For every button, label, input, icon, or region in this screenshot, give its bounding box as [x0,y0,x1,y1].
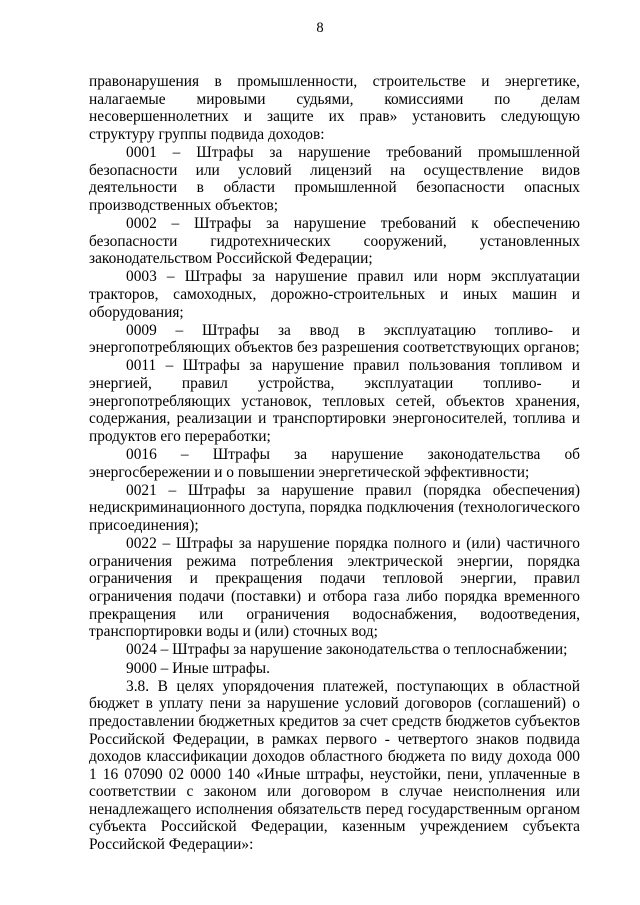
page-number: 8 [316,20,324,36]
paragraph-code-9000: 9000 – Иные штрафы. [126,659,270,677]
paragraph-code-0003: 0003 – Штрафы за нарушение правил или норм эксплуатации тракторов, самоходных, дорожно-строительных и иных машин и оборудования; [89,268,580,321]
paragraph-intro: правонарушения в промышленности, строительстве и энергетике, налагаемые мировыми судьями, комиссиями по делам несовершеннолетних и защите их прав» установить следующую структуру группы подвида доходов: [89,73,580,143]
paragraph-code-0011: 0011 – Штрафы за нарушение правил пользования топливом и энергией, правил устройства, эксплуатации топливо- и энергопотребляющих установок, тепловых сетей, объектов хранения, содержания, реализации и транспортировки энергоносителей, топлива и продуктов его переработки; [89,357,580,445]
document-body [89,73,580,854]
paragraph-code-0009: 0009 – Штрафы за ввод в эксплуатацию топливо- и энергопотребляющих объектов без разрешения соответствующих органов; [89,321,580,357]
paragraph-section-3-8: 3.8. В целях упорядочения платежей, поступающих в областной бюджет в уплату пени за нарушение условий договоров (соглашений) о предоставлении бюджетных кредитов за счет средств бюджетов субъектов Российской Федерации, в рамках первого - четвертого знаков подвида доходов классификации доходов областного бюджета по виду дохода 000 1 16 07090 02 0000 140 «Иные штрафы, неустойки, пени, уплаченные в соответствии с законом или договором в случае неисполнения или ненадлежащего исполнения обязательств перед государственным органом субъекта Российской Федерации, казенным учреждением субъекта Российской Федерации»: [89,677,580,854]
paragraph-code-0016: 0016 – Штрафы за нарушение законодательства об энергосбережении и о повышении энергетической эффективности; [89,446,580,481]
paragraph-code-0022: 0022 – Штрафы за нарушение порядка полного и (или) частичного ограничения режима потребления электрической энергии, порядка ограничения и прекращения подачи тепловой энергии, правил ограничения подачи (поставки) и отбора газа либо порядка временного прекращения или ограничения водоснабжения, водоотведения, транспортировки воды и (или) сточных вод; [89,535,580,641]
paragraph-code-0021: 0021 – Штрафы за нарушение правил (порядка обеспечения) недискриминационного доступа, порядка подключения (технологического присоединения); [89,481,580,534]
paragraph-code-0001: 0001 – Штрафы за нарушение требований промышленной безопасности или условий лицензий на осуществление видов деятельности в области промышленной безопасности опасных производственных объектов; [89,143,580,214]
paragraph-code-0024: 0024 – Штрафы за нарушение законодательства о теплоснабжении; [126,641,568,659]
paragraph-code-0002: 0002 – Штрафы за нарушение требований к обеспечению безопасности гидротехнических сооружений, установленных законодательством Российской Федерации; [89,214,580,268]
